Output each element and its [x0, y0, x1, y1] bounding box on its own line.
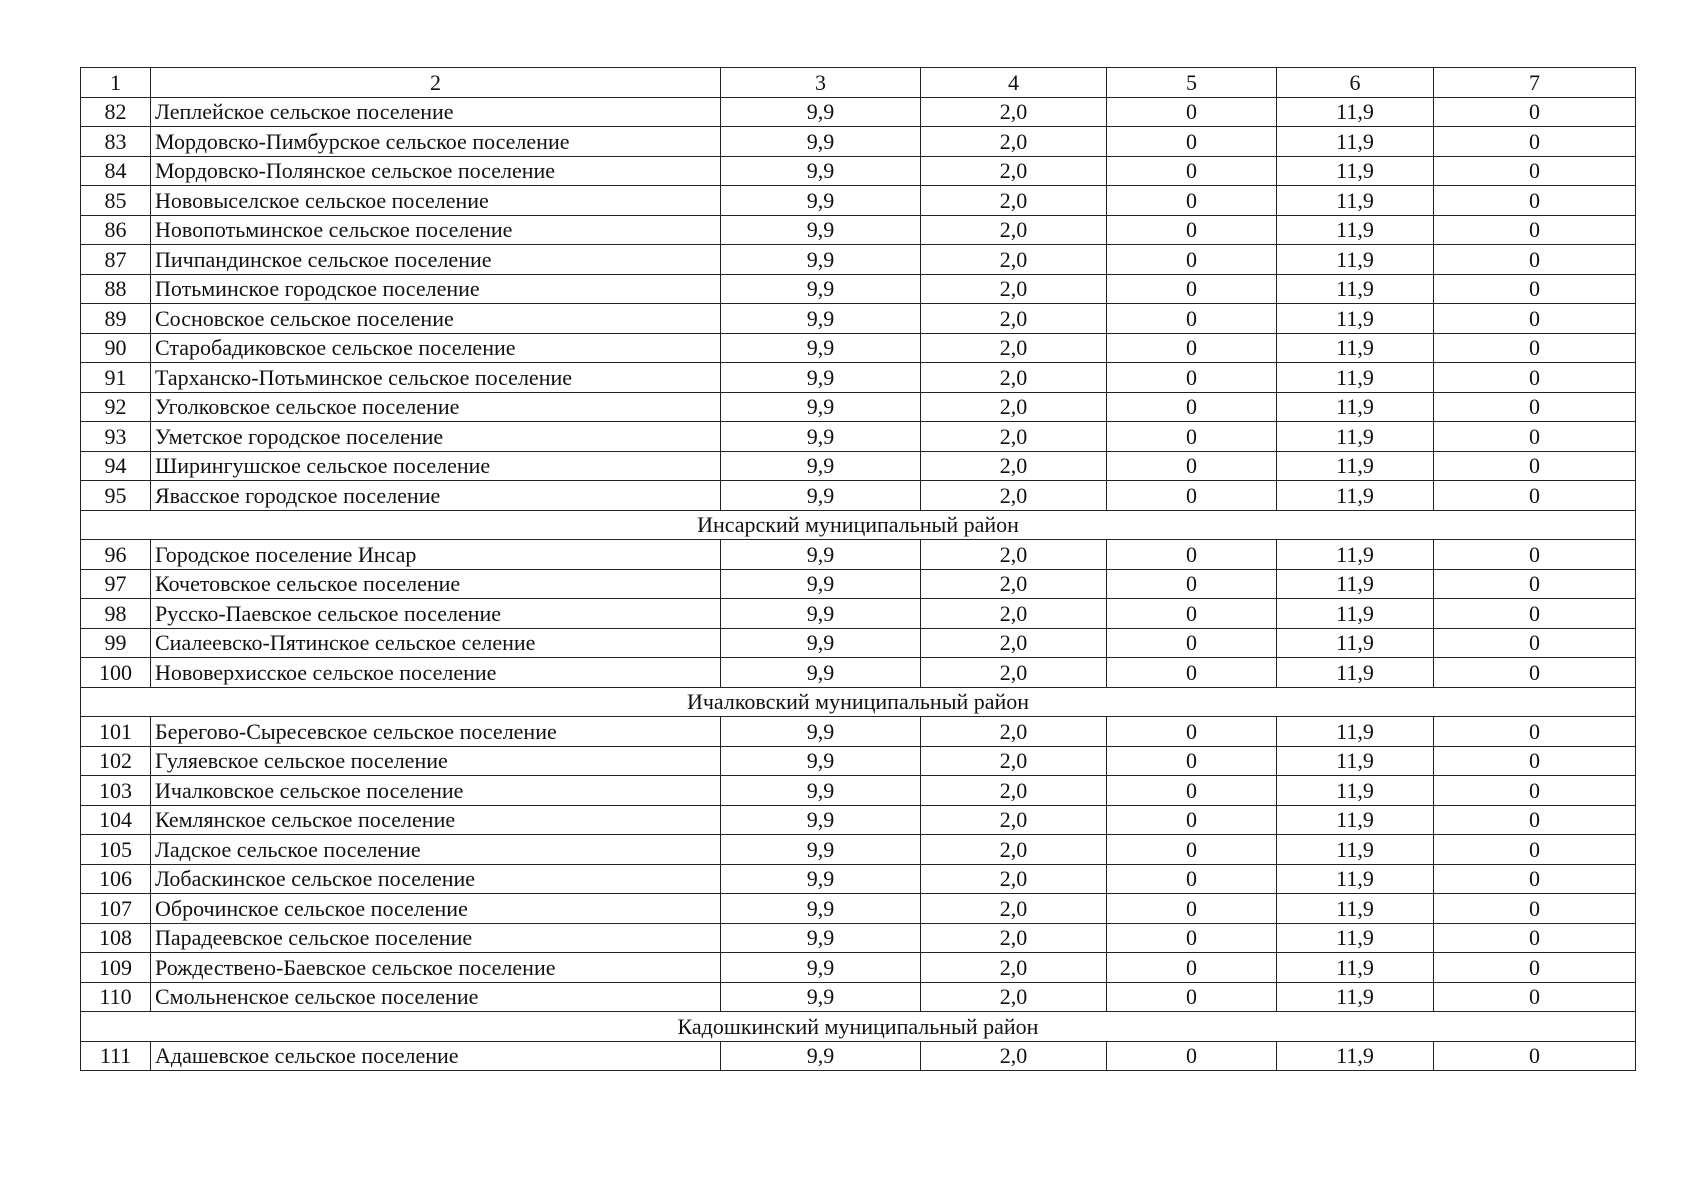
row-number: 94 — [81, 451, 151, 481]
table-row — [81, 746, 1636, 776]
value-col-5: 0 — [1107, 894, 1277, 924]
value-col-3: 9,9 — [721, 658, 921, 688]
value-col-4: 2,0 — [921, 97, 1107, 127]
value-col-4: 2,0 — [921, 363, 1107, 393]
value-col-6: 11,9 — [1277, 923, 1434, 953]
row-number: 96 — [81, 540, 151, 570]
table-row — [81, 717, 1636, 747]
value-col-7: 0 — [1434, 1041, 1636, 1071]
settlement-name: Оброчинское сельское поселение — [151, 894, 721, 924]
table-row — [81, 776, 1636, 806]
row-number: 97 — [81, 569, 151, 599]
value-col-4: 2,0 — [921, 746, 1107, 776]
row-number: 86 — [81, 215, 151, 245]
value-col-5: 0 — [1107, 982, 1277, 1012]
value-col-5: 0 — [1107, 923, 1277, 953]
table-row — [81, 186, 1636, 216]
settlement-name: Уголковское сельское поселение — [151, 392, 721, 422]
value-col-4: 2,0 — [921, 805, 1107, 835]
district-header-row — [81, 1012, 1636, 1042]
district-name: Инсарский муниципальный район — [81, 510, 1636, 540]
value-col-3: 9,9 — [721, 1041, 921, 1071]
value-col-6: 11,9 — [1277, 127, 1434, 157]
value-col-7: 0 — [1434, 776, 1636, 806]
value-col-6: 11,9 — [1277, 658, 1434, 688]
row-number: 107 — [81, 894, 151, 924]
value-col-4: 2,0 — [921, 628, 1107, 658]
district-name: Кадошкинский муниципальный район — [81, 1012, 1636, 1042]
settlement-name: Кочетовское сельское поселение — [151, 569, 721, 599]
header-cell-5: 5 — [1107, 68, 1277, 98]
value-col-3: 9,9 — [721, 215, 921, 245]
value-col-5: 0 — [1107, 569, 1277, 599]
value-col-3: 9,9 — [721, 923, 921, 953]
value-col-5: 0 — [1107, 805, 1277, 835]
value-col-3: 9,9 — [721, 864, 921, 894]
value-col-5: 0 — [1107, 245, 1277, 275]
value-col-3: 9,9 — [721, 304, 921, 334]
row-number: 83 — [81, 127, 151, 157]
value-col-7: 0 — [1434, 835, 1636, 865]
value-col-7: 0 — [1434, 746, 1636, 776]
settlement-name: Леплейское сельское поселение — [151, 97, 721, 127]
row-number: 105 — [81, 835, 151, 865]
value-col-3: 9,9 — [721, 186, 921, 216]
value-col-5: 0 — [1107, 186, 1277, 216]
value-col-5: 0 — [1107, 658, 1277, 688]
value-col-3: 9,9 — [721, 805, 921, 835]
value-col-7: 0 — [1434, 569, 1636, 599]
value-col-7: 0 — [1434, 628, 1636, 658]
value-col-7: 0 — [1434, 864, 1636, 894]
value-col-5: 0 — [1107, 333, 1277, 363]
value-col-4: 2,0 — [921, 540, 1107, 570]
table-row — [81, 658, 1636, 688]
row-number: 101 — [81, 717, 151, 747]
value-col-6: 11,9 — [1277, 1041, 1434, 1071]
row-number: 98 — [81, 599, 151, 629]
value-col-6: 11,9 — [1277, 746, 1434, 776]
settlement-name: Русско-Паевское сельское поселение — [151, 599, 721, 629]
row-number: 95 — [81, 481, 151, 511]
value-col-6: 11,9 — [1277, 628, 1434, 658]
value-col-6: 11,9 — [1277, 186, 1434, 216]
value-col-6: 11,9 — [1277, 451, 1434, 481]
table-row — [81, 392, 1636, 422]
value-col-4: 2,0 — [921, 481, 1107, 511]
header-cell-6: 6 — [1277, 68, 1434, 98]
value-col-3: 9,9 — [721, 776, 921, 806]
value-col-4: 2,0 — [921, 953, 1107, 983]
value-col-6: 11,9 — [1277, 422, 1434, 452]
value-col-5: 0 — [1107, 451, 1277, 481]
value-col-6: 11,9 — [1277, 540, 1434, 570]
value-col-3: 9,9 — [721, 746, 921, 776]
settlement-name: Нововерхисское сельское поселение — [151, 658, 721, 688]
value-col-7: 0 — [1434, 304, 1636, 334]
settlement-name: Тарханско-Потьминское сельское поселение — [151, 363, 721, 393]
row-number: 100 — [81, 658, 151, 688]
settlement-name: Явасское городское поселение — [151, 481, 721, 511]
value-col-6: 11,9 — [1277, 835, 1434, 865]
value-col-3: 9,9 — [721, 717, 921, 747]
value-col-5: 0 — [1107, 274, 1277, 304]
value-col-6: 11,9 — [1277, 274, 1434, 304]
value-col-6: 11,9 — [1277, 245, 1434, 275]
settlement-name: Ичалковское сельское поселение — [151, 776, 721, 806]
value-col-3: 9,9 — [721, 481, 921, 511]
settlement-name: Лобаскинское сельское поселение — [151, 864, 721, 894]
value-col-4: 2,0 — [921, 186, 1107, 216]
row-number: 110 — [81, 982, 151, 1012]
value-col-6: 11,9 — [1277, 156, 1434, 186]
settlements-table — [80, 67, 1636, 1071]
value-col-5: 0 — [1107, 481, 1277, 511]
settlement-name: Кемлянское сельское поселение — [151, 805, 721, 835]
table-row — [81, 835, 1636, 865]
row-number: 109 — [81, 953, 151, 983]
settlement-name: Мордовско-Полянское сельское поселение — [151, 156, 721, 186]
row-number: 103 — [81, 776, 151, 806]
value-col-7: 0 — [1434, 215, 1636, 245]
settlement-name: Сосновское сельское поселение — [151, 304, 721, 334]
value-col-3: 9,9 — [721, 599, 921, 629]
value-col-4: 2,0 — [921, 864, 1107, 894]
value-col-7: 0 — [1434, 805, 1636, 835]
table-row — [81, 215, 1636, 245]
value-col-4: 2,0 — [921, 599, 1107, 629]
table-row — [81, 923, 1636, 953]
value-col-5: 0 — [1107, 422, 1277, 452]
settlement-name: Парадеевское сельское поселение — [151, 923, 721, 953]
value-col-3: 9,9 — [721, 628, 921, 658]
value-col-3: 9,9 — [721, 245, 921, 275]
district-header-row — [81, 687, 1636, 717]
row-number: 93 — [81, 422, 151, 452]
value-col-3: 9,9 — [721, 540, 921, 570]
row-number: 108 — [81, 923, 151, 953]
district-name: Ичалковский муниципальный район — [81, 687, 1636, 717]
value-col-7: 0 — [1434, 953, 1636, 983]
value-col-3: 9,9 — [721, 333, 921, 363]
value-col-7: 0 — [1434, 894, 1636, 924]
value-col-4: 2,0 — [921, 923, 1107, 953]
value-col-6: 11,9 — [1277, 392, 1434, 422]
header-cell-7: 7 — [1434, 68, 1636, 98]
value-col-6: 11,9 — [1277, 894, 1434, 924]
value-col-4: 2,0 — [921, 392, 1107, 422]
value-col-6: 11,9 — [1277, 569, 1434, 599]
settlement-name: Городское поселение Инсар — [151, 540, 721, 570]
value-col-5: 0 — [1107, 304, 1277, 334]
value-col-5: 0 — [1107, 540, 1277, 570]
value-col-5: 0 — [1107, 864, 1277, 894]
settlement-name: Уметское городское поселение — [151, 422, 721, 452]
value-col-3: 9,9 — [721, 422, 921, 452]
table-row — [81, 156, 1636, 186]
value-col-4: 2,0 — [921, 658, 1107, 688]
settlement-name: Сиалеевско-Пятинское сельское селение — [151, 628, 721, 658]
value-col-6: 11,9 — [1277, 864, 1434, 894]
table-row — [81, 953, 1636, 983]
table-row — [81, 540, 1636, 570]
table-row — [81, 304, 1636, 334]
value-col-6: 11,9 — [1277, 333, 1434, 363]
value-col-7: 0 — [1434, 540, 1636, 570]
value-col-7: 0 — [1434, 392, 1636, 422]
settlement-name: Берегово-Сыресевское сельское поселение — [151, 717, 721, 747]
district-header-row — [81, 510, 1636, 540]
value-col-3: 9,9 — [721, 953, 921, 983]
row-number: 99 — [81, 628, 151, 658]
value-col-5: 0 — [1107, 156, 1277, 186]
value-col-6: 11,9 — [1277, 717, 1434, 747]
value-col-6: 11,9 — [1277, 363, 1434, 393]
table-row — [81, 274, 1636, 304]
value-col-5: 0 — [1107, 599, 1277, 629]
value-col-4: 2,0 — [921, 215, 1107, 245]
row-number: 82 — [81, 97, 151, 127]
table-row — [81, 628, 1636, 658]
value-col-6: 11,9 — [1277, 97, 1434, 127]
value-col-3: 9,9 — [721, 97, 921, 127]
settlement-name: Гуляевское сельское поселение — [151, 746, 721, 776]
value-col-7: 0 — [1434, 923, 1636, 953]
value-col-3: 9,9 — [721, 127, 921, 157]
value-col-4: 2,0 — [921, 156, 1107, 186]
value-col-3: 9,9 — [721, 982, 921, 1012]
value-col-4: 2,0 — [921, 333, 1107, 363]
table-row — [81, 569, 1636, 599]
value-col-6: 11,9 — [1277, 304, 1434, 334]
value-col-3: 9,9 — [721, 156, 921, 186]
value-col-5: 0 — [1107, 717, 1277, 747]
value-col-4: 2,0 — [921, 127, 1107, 157]
value-col-4: 2,0 — [921, 304, 1107, 334]
header-cell-3: 3 — [721, 68, 921, 98]
value-col-7: 0 — [1434, 422, 1636, 452]
settlement-name: Потьминское городское поселение — [151, 274, 721, 304]
value-col-5: 0 — [1107, 363, 1277, 393]
settlement-name: Старобадиковское сельское поселение — [151, 333, 721, 363]
row-number: 104 — [81, 805, 151, 835]
value-col-7: 0 — [1434, 717, 1636, 747]
value-col-5: 0 — [1107, 776, 1277, 806]
row-number: 89 — [81, 304, 151, 334]
value-col-7: 0 — [1434, 274, 1636, 304]
header-cell-1: 1 — [81, 68, 151, 98]
value-col-7: 0 — [1434, 245, 1636, 275]
value-col-7: 0 — [1434, 658, 1636, 688]
value-col-3: 9,9 — [721, 363, 921, 393]
value-col-6: 11,9 — [1277, 776, 1434, 806]
table-row — [81, 982, 1636, 1012]
value-col-4: 2,0 — [921, 835, 1107, 865]
row-number: 88 — [81, 274, 151, 304]
value-col-7: 0 — [1434, 186, 1636, 216]
settlement-name: Ширингушское сельское поселение — [151, 451, 721, 481]
value-col-5: 0 — [1107, 1041, 1277, 1071]
value-col-3: 9,9 — [721, 835, 921, 865]
value-col-7: 0 — [1434, 127, 1636, 157]
table-row — [81, 481, 1636, 511]
value-col-6: 11,9 — [1277, 599, 1434, 629]
table-row — [81, 245, 1636, 275]
value-col-4: 2,0 — [921, 422, 1107, 452]
value-col-4: 2,0 — [921, 1041, 1107, 1071]
value-col-7: 0 — [1434, 363, 1636, 393]
table-row — [81, 864, 1636, 894]
table-row — [81, 894, 1636, 924]
row-number: 90 — [81, 333, 151, 363]
settlement-name: Нововыселское сельское поселение — [151, 186, 721, 216]
value-col-6: 11,9 — [1277, 953, 1434, 983]
table-row — [81, 1041, 1636, 1071]
value-col-4: 2,0 — [921, 245, 1107, 275]
value-col-5: 0 — [1107, 97, 1277, 127]
row-number: 91 — [81, 363, 151, 393]
settlement-name: Мордовско-Пимбурское сельское поселение — [151, 127, 721, 157]
value-col-5: 0 — [1107, 953, 1277, 983]
settlement-name: Пичпандинское сельское поселение — [151, 245, 721, 275]
value-col-4: 2,0 — [921, 451, 1107, 481]
value-col-3: 9,9 — [721, 392, 921, 422]
settlement-name: Адашевское сельское поселение — [151, 1041, 721, 1071]
value-col-5: 0 — [1107, 127, 1277, 157]
value-col-7: 0 — [1434, 451, 1636, 481]
row-number: 92 — [81, 392, 151, 422]
settlement-name: Ладское сельское поселение — [151, 835, 721, 865]
row-number: 87 — [81, 245, 151, 275]
value-col-4: 2,0 — [921, 894, 1107, 924]
value-col-7: 0 — [1434, 333, 1636, 363]
value-col-6: 11,9 — [1277, 215, 1434, 245]
table-row — [81, 422, 1636, 452]
settlement-name: Новопотьминское сельское поселение — [151, 215, 721, 245]
table-row — [81, 363, 1636, 393]
header-cell-4: 4 — [921, 68, 1107, 98]
value-col-5: 0 — [1107, 628, 1277, 658]
value-col-6: 11,9 — [1277, 982, 1434, 1012]
value-col-4: 2,0 — [921, 776, 1107, 806]
value-col-7: 0 — [1434, 97, 1636, 127]
table-row — [81, 451, 1636, 481]
value-col-3: 9,9 — [721, 451, 921, 481]
row-number: 84 — [81, 156, 151, 186]
value-col-4: 2,0 — [921, 717, 1107, 747]
value-col-7: 0 — [1434, 599, 1636, 629]
value-col-5: 0 — [1107, 746, 1277, 776]
settlement-name: Рождествено-Баевское сельское поселение — [151, 953, 721, 983]
value-col-7: 0 — [1434, 481, 1636, 511]
row-number: 102 — [81, 746, 151, 776]
value-col-3: 9,9 — [721, 569, 921, 599]
value-col-5: 0 — [1107, 835, 1277, 865]
value-col-3: 9,9 — [721, 274, 921, 304]
table-row — [81, 599, 1636, 629]
value-col-6: 11,9 — [1277, 481, 1434, 511]
row-number: 106 — [81, 864, 151, 894]
table-row — [81, 333, 1636, 363]
value-col-3: 9,9 — [721, 894, 921, 924]
header-cell-2: 2 — [151, 68, 721, 98]
value-col-7: 0 — [1434, 156, 1636, 186]
row-number: 111 — [81, 1041, 151, 1071]
row-number: 85 — [81, 186, 151, 216]
value-col-4: 2,0 — [921, 274, 1107, 304]
value-col-7: 0 — [1434, 982, 1636, 1012]
value-col-5: 0 — [1107, 215, 1277, 245]
settlement-name: Смольненское сельское поселение — [151, 982, 721, 1012]
header-row — [81, 68, 1636, 98]
value-col-4: 2,0 — [921, 569, 1107, 599]
value-col-5: 0 — [1107, 392, 1277, 422]
table-row — [81, 97, 1636, 127]
value-col-6: 11,9 — [1277, 805, 1434, 835]
table-row — [81, 127, 1636, 157]
table-row — [81, 805, 1636, 835]
value-col-4: 2,0 — [921, 982, 1107, 1012]
